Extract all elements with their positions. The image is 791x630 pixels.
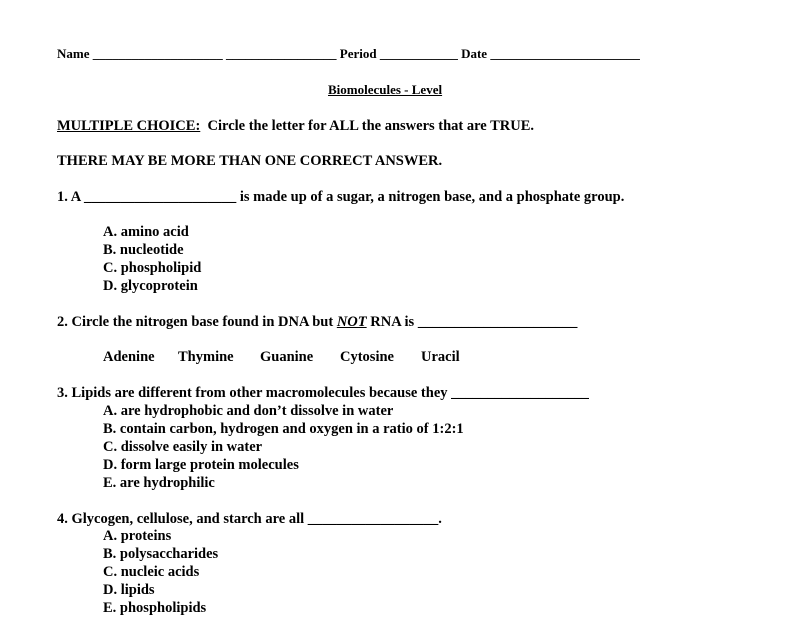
question-2 [57,313,577,331]
q1-prefix: 1. A [57,189,84,205]
q1-option-c[interactable]: C. phospholipid [103,260,202,276]
q3-blank[interactable]: ___________________ [451,385,589,401]
instructions-note: THERE MAY BE MORE THAN ONE CORRECT ANSWER. [57,153,443,169]
name-blank-last[interactable]: _________________ [226,46,337,61]
q1-blank[interactable]: _____________________ [84,189,237,205]
q2-prefix: 2. Circle the nitrogen base found in DNA but [57,314,337,330]
q4-option-b[interactable]: B. polysaccharides [103,546,219,562]
q2-base-thymine[interactable]: Thymine [178,349,234,365]
q2-base-guanine[interactable]: Guanine [260,349,314,365]
question-4 [57,510,442,528]
instructions-text: Circle the letter for ALL the answers that are TRUE. [200,118,535,134]
q3-text: 3. Lipids are different from other macromolecules because they [57,385,452,401]
period-blank[interactable]: ____________ [379,46,458,61]
q1-option-b[interactable]: B. nucleotide [103,242,184,258]
date-label: Date [461,46,488,61]
name-label: Name [57,46,90,61]
q1-option-d[interactable]: D. glycoprotein [103,278,198,294]
q2-base-cytosine[interactable]: Cytosine [340,349,394,365]
q4-option-d[interactable]: D. lipids [103,582,155,598]
q3-option-d[interactable]: D. form large protein molecules [103,457,299,473]
q1-option-a[interactable]: A. amino acid [103,224,189,240]
q2-base-uracil[interactable]: Uracil [421,349,460,365]
q2-base-adenine[interactable]: Adenine [103,349,155,365]
q3-option-a[interactable]: A. are hydrophobic and don’t dissolve in water [103,403,394,419]
question-1 [57,188,624,206]
date-blank[interactable]: _______________________ [490,46,640,61]
q2-suffix: RNA is [366,314,418,330]
q3-option-e[interactable]: E. are hydrophilic [103,475,215,491]
question-3 [57,384,589,402]
q2-blank[interactable]: ______________________ [417,314,578,330]
q4-text: 4. Glycogen, cellulose, and starch are all [57,511,308,527]
period-label: Period [339,46,377,61]
q4-option-c[interactable]: C. nucleic acids [103,564,200,580]
instructions-line [57,117,534,135]
instructions-label: MULTIPLE CHOICE: [57,118,201,134]
q2-emphasis: NOT [336,314,367,330]
q1-suffix: is made up of a sugar, a nitrogen base, and a phosphate group. [236,189,625,205]
q4-end: . [438,511,442,527]
q4-option-a[interactable]: A. proteins [103,528,172,544]
header-line [57,45,640,63]
q4-blank[interactable]: __________________ [307,511,439,527]
name-blank-first[interactable]: ____________________ [92,46,223,61]
q3-option-c[interactable]: C. dissolve easily in water [103,439,263,455]
q3-option-b[interactable]: B. contain carbon, hydrogen and oxygen in a ratio of 1:2:1 [103,421,464,437]
q4-option-e[interactable]: E. phospholipids [103,600,207,616]
page-title: Biomolecules - Level [328,82,443,97]
